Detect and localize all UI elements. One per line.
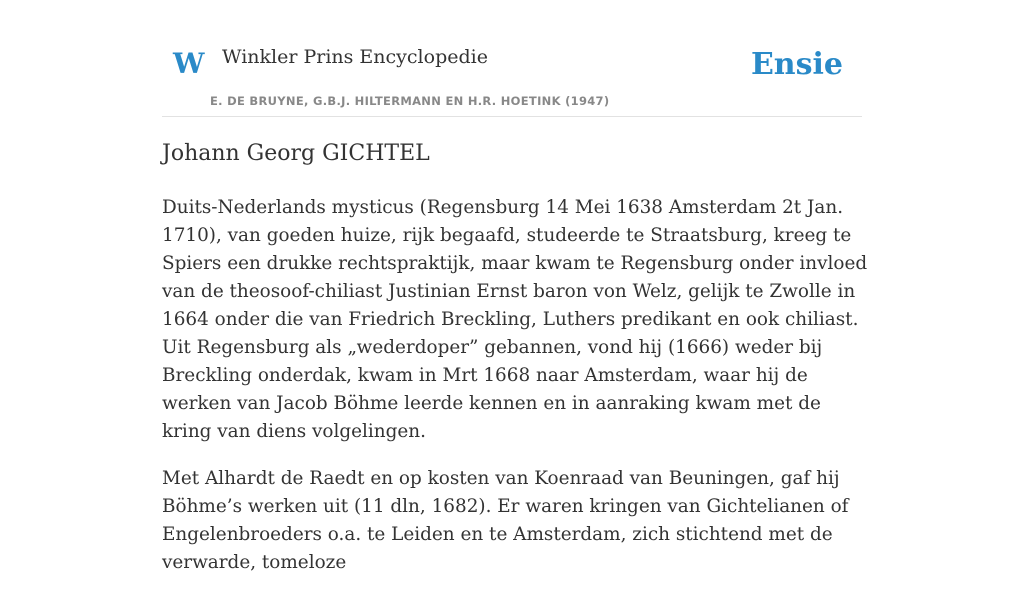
site-logo-icon[interactable]: W xyxy=(173,47,205,80)
site-header xyxy=(162,0,862,117)
editors-byline: E. DE BRUYNE, G.B.J. HILTERMANN EN H.R. HOETINK (1947) xyxy=(210,94,610,108)
article-content xyxy=(162,138,874,596)
ensie-brand-logo[interactable]: Ensie xyxy=(750,47,843,82)
article-title: Johann Georg GICHTEL xyxy=(162,141,430,166)
article-paragraph: Met Alhardt de Raedt en op kosten van Koenraad van Beuningen, gaf hij Böhme’s werken uit (11 dln, 1682). Er waren kringen van Gichtelianen of Engelenbroeders o.a. te Leiden en te Amsterdam, zich stichtend met de verwarde, tomeloze xyxy=(162,468,849,573)
article-paragraph: Duits-Nederlands mysticus (Regensburg 14 Mei 1638 Amsterdam 2t Jan. 1710), van goeden huize, rijk begaafd, studeerde te Straatsburg, kreeg te Spiers een drukke rechtspraktijk, maar kwam te Regensburg onder invloed van de theosoof-chiliast Justinian Ernst baron von Welz, gelijk te Zwolle in 1664 onder die van Friedrich Breckling, Luthers predikant en ook chiliast. Uit Regensburg als „wederdoper” gebannen, vond hij (1666) weder bij Breckling onderdak, kwam in Mrt 1668 naar Amsterdam, waar hij de werken van Jacob Böhme leerde kennen en in aanraking kwam met de kring van diens volgelingen. xyxy=(162,197,868,442)
site-title[interactable]: Winkler Prins Encyclopedie xyxy=(222,46,488,68)
